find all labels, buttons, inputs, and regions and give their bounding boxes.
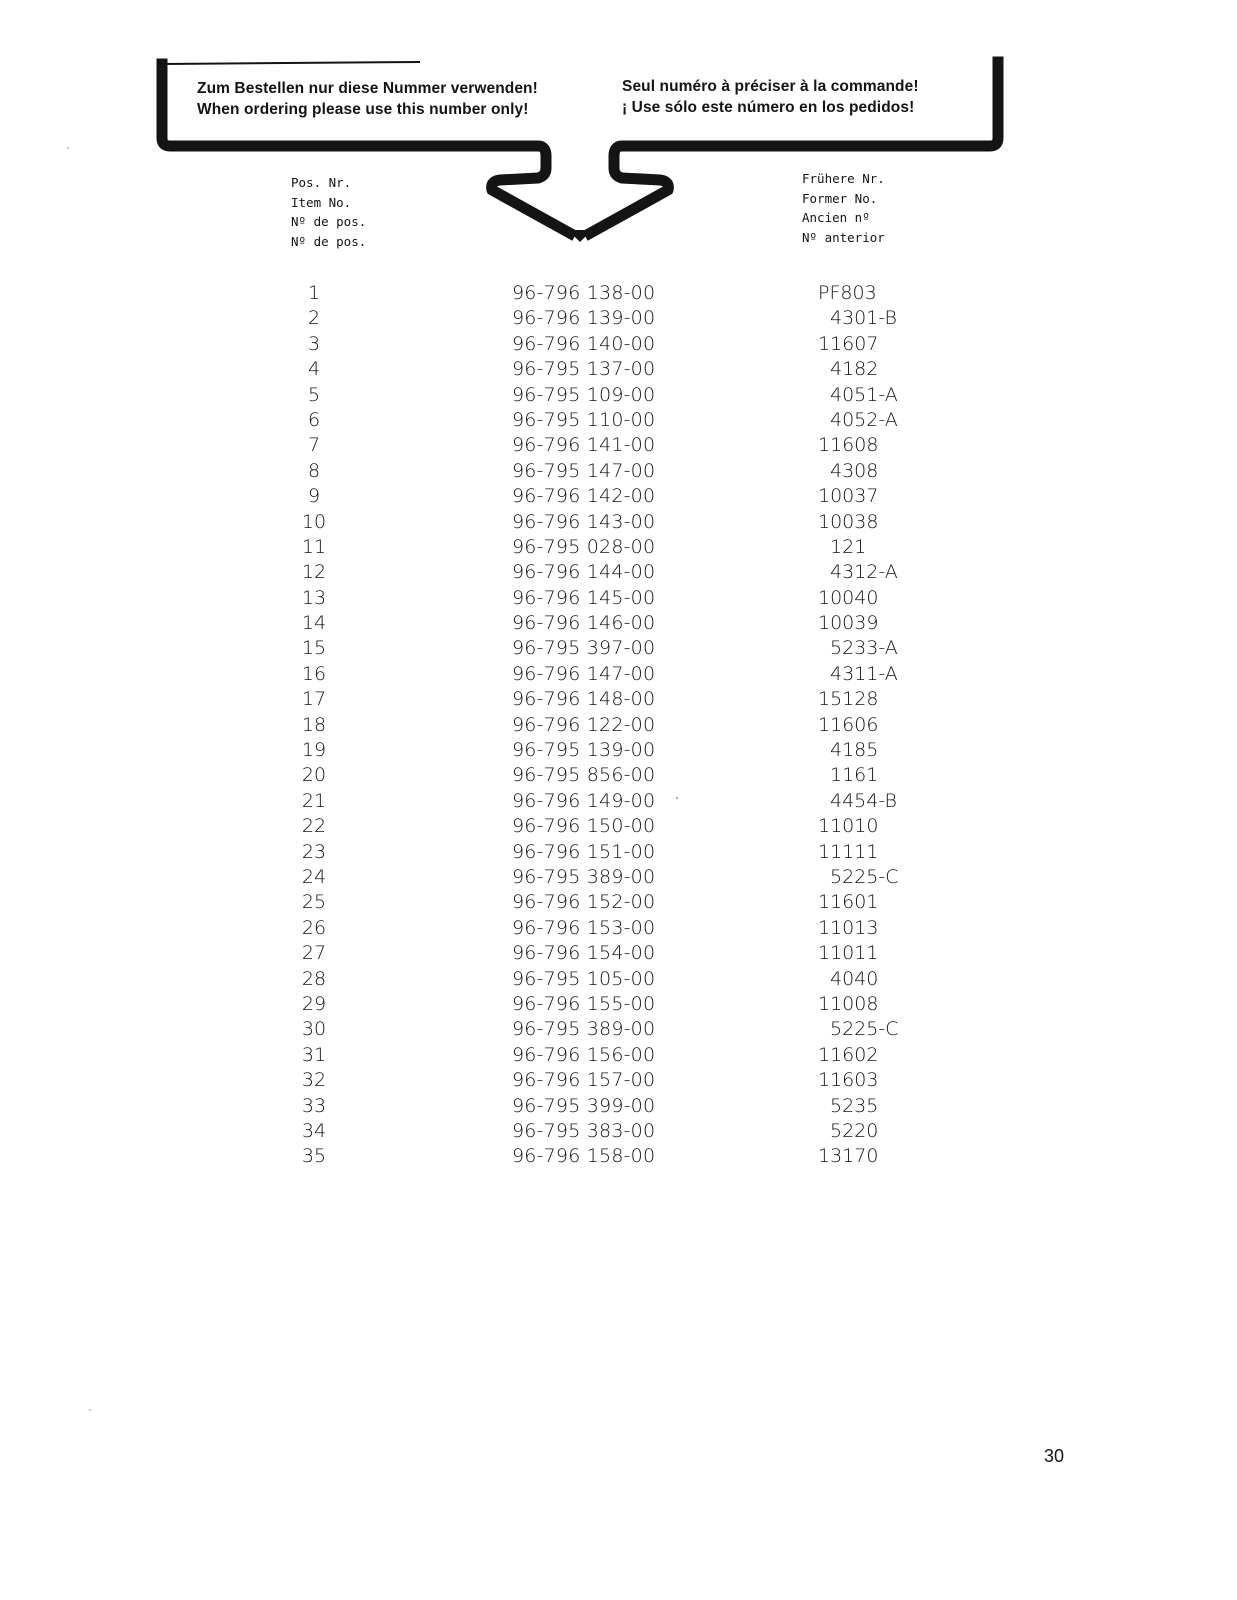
item-position: 31 bbox=[301, 1043, 327, 1066]
former-number: 11111 bbox=[818, 840, 879, 863]
table-row bbox=[0, 992, 1237, 1017]
table-row bbox=[0, 687, 1237, 712]
part-number: 96-796 139-00 bbox=[512, 307, 656, 330]
header-former-number bbox=[802, 169, 885, 247]
part-number: 96-796 147-00 bbox=[512, 662, 656, 685]
part-number: 96-796 158-00 bbox=[512, 1145, 656, 1168]
part-number: 96-796 156-00 bbox=[512, 1043, 656, 1066]
banner-english: When ordering please use this number only! bbox=[197, 101, 529, 118]
former-number: 11608 bbox=[818, 434, 879, 457]
page-number: 30 bbox=[1044, 1446, 1065, 1466]
table-row bbox=[0, 383, 1237, 408]
table-row bbox=[0, 890, 1237, 915]
item-position: 28 bbox=[301, 967, 327, 990]
part-number: 96-796 144-00 bbox=[512, 561, 656, 584]
part-number: 96-795 399-00 bbox=[512, 1094, 656, 1117]
table-row bbox=[0, 306, 1237, 331]
former-number: 11011 bbox=[818, 942, 879, 965]
table-row bbox=[0, 662, 1237, 687]
part-number: 96-796 143-00 bbox=[512, 510, 656, 533]
item-position: 11 bbox=[301, 535, 327, 558]
table-row bbox=[0, 611, 1237, 636]
table-row bbox=[0, 814, 1237, 839]
item-position: 25 bbox=[301, 891, 327, 914]
part-number: 96-796 153-00 bbox=[512, 916, 656, 939]
item-position: 21 bbox=[301, 789, 327, 812]
former-number: 15128 bbox=[818, 688, 879, 711]
part-number: 96-795 383-00 bbox=[512, 1119, 656, 1142]
item-position: 9 bbox=[307, 485, 321, 508]
item-position: 35 bbox=[301, 1145, 327, 1168]
table-row bbox=[0, 281, 1237, 306]
item-position: 34 bbox=[301, 1119, 327, 1142]
former-number: 11601 bbox=[818, 891, 879, 914]
header-former-en: Former No. bbox=[802, 190, 878, 206]
header-former-es: Nº anterior bbox=[802, 229, 885, 245]
item-position: 20 bbox=[301, 764, 327, 787]
item-position: 15 bbox=[301, 637, 327, 660]
item-position: 32 bbox=[301, 1069, 327, 1092]
item-position: 13 bbox=[301, 586, 327, 609]
part-number: 96-796 146-00 bbox=[512, 612, 656, 635]
former-number: 4454-B bbox=[830, 789, 897, 812]
former-number: 5220 bbox=[830, 1119, 879, 1142]
item-position: 30 bbox=[301, 1018, 327, 1041]
former-number: 11607 bbox=[818, 332, 879, 355]
item-position: 3 bbox=[307, 332, 321, 355]
part-number: 96-795 137-00 bbox=[512, 358, 656, 381]
former-number: 10038 bbox=[818, 510, 879, 533]
part-number: 96-796 142-00 bbox=[512, 485, 656, 508]
former-number: 4308 bbox=[830, 459, 879, 482]
header-item-number bbox=[291, 173, 366, 251]
table-row bbox=[0, 510, 1237, 535]
scan-speck: · bbox=[675, 790, 679, 804]
table-row bbox=[0, 484, 1237, 509]
former-number: 4301-B bbox=[830, 307, 897, 330]
table-row bbox=[0, 738, 1237, 763]
part-number: 96-795 856-00 bbox=[512, 764, 656, 787]
part-number: 96-796 157-00 bbox=[512, 1069, 656, 1092]
table-row bbox=[0, 408, 1237, 433]
former-number: 11008 bbox=[818, 992, 879, 1015]
item-position: 8 bbox=[307, 459, 321, 482]
part-number: 96-795 139-00 bbox=[512, 739, 656, 762]
banner-text-left bbox=[197, 78, 538, 120]
part-number: 96-796 148-00 bbox=[512, 688, 656, 711]
part-number: 96-795 028-00 bbox=[512, 535, 656, 558]
item-position: 18 bbox=[301, 713, 327, 736]
former-number: 11602 bbox=[818, 1043, 879, 1066]
former-number: 4051-A bbox=[830, 383, 898, 406]
former-number: 4052-A bbox=[830, 408, 898, 431]
header-former-fr: Ancien nº bbox=[802, 210, 870, 225]
banner-french: Seul numéro à préciser à la commande! bbox=[622, 78, 919, 95]
item-position: 26 bbox=[301, 916, 327, 939]
item-position: 17 bbox=[301, 688, 327, 711]
part-number: 96-796 152-00 bbox=[512, 891, 656, 914]
part-number: 96-796 151-00 bbox=[512, 840, 656, 863]
table-row bbox=[0, 586, 1237, 611]
table-row bbox=[0, 865, 1237, 890]
table-row bbox=[0, 840, 1237, 865]
item-position: 1 bbox=[307, 282, 321, 304]
scan-speck: · bbox=[88, 1402, 92, 1416]
former-number: 4040 bbox=[830, 967, 879, 990]
header-former-de: Frühere Nr. bbox=[802, 171, 885, 186]
part-number: 96-796 149-00 bbox=[512, 789, 656, 812]
former-number: 10039 bbox=[818, 612, 879, 635]
part-number: 96-795 110-00 bbox=[512, 408, 656, 431]
table-row bbox=[0, 433, 1237, 458]
former-number: 4311-A bbox=[830, 662, 898, 685]
table-row bbox=[0, 357, 1237, 382]
order-number-callout bbox=[0, 0, 1237, 260]
item-position: 19 bbox=[301, 739, 327, 762]
item-position: 10 bbox=[301, 510, 327, 533]
item-position: 16 bbox=[301, 662, 327, 685]
header-pos-en: Item No. bbox=[291, 194, 352, 210]
item-position: 24 bbox=[301, 865, 327, 888]
part-number: 96-796 141-00 bbox=[512, 434, 656, 457]
former-number: 5225-C bbox=[830, 865, 899, 888]
table-row bbox=[0, 332, 1237, 357]
part-number: 96-796 145-00 bbox=[512, 586, 656, 609]
former-number: 5235 bbox=[830, 1094, 879, 1117]
banner-german: Zum Bestellen nur diese Nummer verwenden! bbox=[197, 80, 538, 97]
table-row bbox=[0, 1094, 1237, 1119]
table-row bbox=[0, 1017, 1237, 1042]
table-row bbox=[0, 459, 1237, 484]
former-number: 4185 bbox=[830, 739, 879, 762]
item-position: 29 bbox=[301, 992, 327, 1015]
table-row bbox=[0, 560, 1237, 585]
part-number: 96-795 389-00 bbox=[512, 1018, 656, 1041]
part-number: 96-796 138-00 bbox=[512, 282, 656, 304]
part-number: 96-796 154-00 bbox=[512, 942, 656, 965]
table-row bbox=[0, 1068, 1237, 1093]
former-number: 11013 bbox=[818, 916, 879, 939]
former-number: 4182 bbox=[830, 358, 879, 381]
former-number: 11603 bbox=[818, 1069, 879, 1092]
table-row bbox=[0, 1119, 1237, 1144]
arrow-right-hook bbox=[585, 146, 668, 236]
part-number: 96-795 389-00 bbox=[512, 865, 656, 888]
part-number: 96-795 397-00 bbox=[512, 637, 656, 660]
item-position: 2 bbox=[307, 307, 321, 330]
part-number: 96-796 140-00 bbox=[512, 332, 656, 355]
part-number: 96-796 122-00 bbox=[512, 713, 656, 736]
former-number: 11606 bbox=[818, 713, 879, 736]
item-position: 7 bbox=[307, 434, 321, 457]
part-number: 96-796 150-00 bbox=[512, 815, 656, 838]
table-row bbox=[0, 1144, 1237, 1169]
item-position: 33 bbox=[301, 1094, 327, 1117]
part-number: 96-796 155-00 bbox=[512, 992, 656, 1015]
item-position: 12 bbox=[301, 561, 327, 584]
table-row bbox=[0, 916, 1237, 941]
part-number: 96-795 147-00 bbox=[512, 459, 656, 482]
item-position: 14 bbox=[301, 612, 327, 635]
item-position: 23 bbox=[301, 840, 327, 863]
item-position: 22 bbox=[301, 815, 327, 838]
part-number: 96-795 105-00 bbox=[512, 967, 656, 990]
arrow-left-hook bbox=[492, 146, 575, 236]
parts-table bbox=[0, 281, 1237, 1170]
table-row bbox=[0, 713, 1237, 738]
header-pos-es: Nº de pos. bbox=[291, 233, 367, 249]
table-row bbox=[0, 1043, 1237, 1068]
table-row bbox=[0, 636, 1237, 661]
former-number: 1161 bbox=[830, 764, 879, 787]
part-number: 96-795 109-00 bbox=[512, 383, 656, 406]
header-pos-de: Pos. Nr. bbox=[291, 175, 352, 190]
former-number: 5233-A bbox=[830, 637, 898, 660]
table-row bbox=[0, 941, 1237, 966]
former-number: PF803 bbox=[818, 282, 877, 304]
item-position: 4 bbox=[307, 358, 321, 381]
table-row bbox=[0, 763, 1237, 788]
former-number: 10037 bbox=[818, 485, 879, 508]
former-number: 10040 bbox=[818, 586, 879, 609]
former-number: 121 bbox=[830, 535, 867, 558]
item-position: 6 bbox=[307, 408, 321, 431]
banner-spanish: ¡ Use sólo este número en los pedidos! bbox=[622, 99, 915, 116]
former-number: 13170 bbox=[818, 1145, 879, 1168]
table-row bbox=[0, 789, 1237, 814]
former-number: 4312-A bbox=[830, 561, 898, 584]
table-row bbox=[0, 535, 1237, 560]
banner-text-right bbox=[622, 76, 919, 118]
former-number: 5225-C bbox=[830, 1018, 899, 1041]
item-position: 5 bbox=[307, 383, 321, 406]
table-row bbox=[0, 967, 1237, 992]
scan-speck: · bbox=[66, 140, 70, 154]
header-pos-fr: Nº de pos. bbox=[291, 214, 367, 229]
item-position: 27 bbox=[301, 942, 327, 965]
former-number: 11010 bbox=[818, 815, 879, 838]
